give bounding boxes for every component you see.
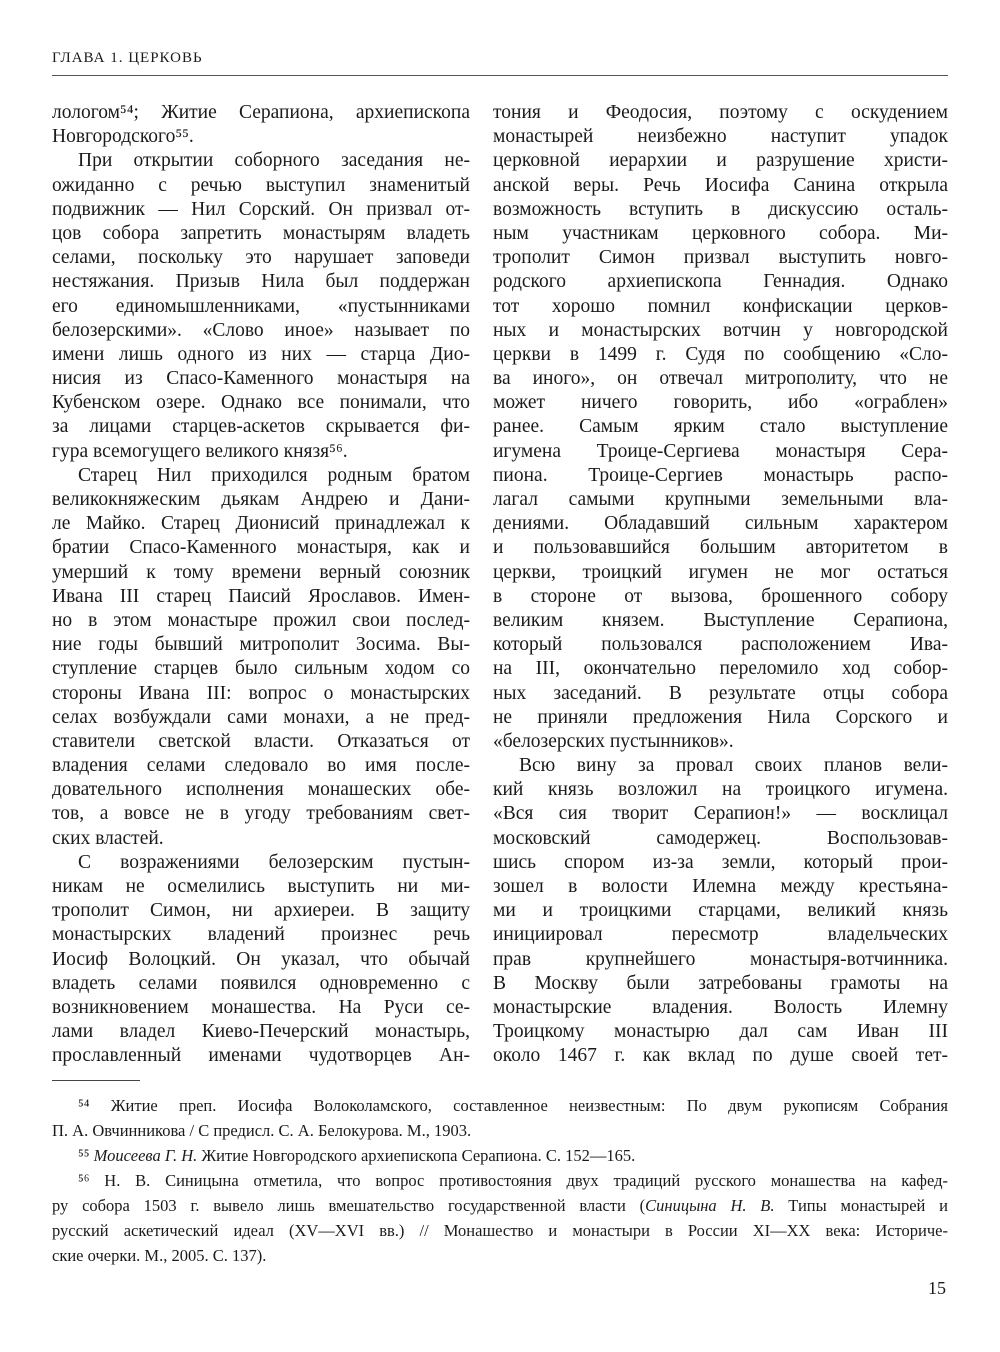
text-line: монастырских владений произнес речь — [52, 924, 470, 946]
text-line: на III, окончательно переломило ход собор- — [493, 658, 948, 680]
footnotes — [52, 1093, 948, 1268]
footnote — [52, 1093, 948, 1143]
text-line: кий князь возложил на троицкого игумена. — [493, 779, 948, 801]
text-line: «Вся сия творит Серапион!» — восклицал — [493, 803, 948, 825]
text-line: в стороне от вызова, брошенного собору — [493, 585, 948, 607]
text-line: С возражениями белозерским пустын- — [78, 851, 470, 873]
right-column — [493, 101, 948, 1069]
footnote-text: ⁵⁴ Житие преп. Иосифа Волоколамского, составленное неизвестным: По двум рукописям Собрания — [78, 1096, 948, 1115]
footnote-text: ские очерки. М., 2005. С. 137). — [52, 1246, 267, 1265]
text-line: но в этом монастыре прожил свои послед- — [52, 609, 470, 631]
text-line: родского архиепископа Геннадия. Однако — [493, 271, 948, 293]
footnote-line — [52, 1218, 948, 1243]
text-line: возможность вступить в дискуссию осталь- — [493, 198, 948, 220]
text-line: московский самодержец. Воспользовав- — [493, 827, 948, 849]
text-line: трополит Симон, ни архиереи. В защиту — [52, 900, 470, 922]
text-line: ступление старцев было сильным ходом со — [52, 658, 470, 680]
text-line: великокняжеским дьякам Андрею и Дани- — [52, 489, 470, 510]
text-line: возникновением монашества. На Руси се- — [52, 996, 470, 1018]
text-line: Троицкому монастырю дал сам Иван III — [493, 1021, 948, 1043]
text-line: прав крупнейшего монастыря-вотчинника. — [493, 948, 948, 970]
footnote-text: П. А. Овчинникова / С предисл. С. А. Белокурова. М., 1903. — [52, 1121, 472, 1140]
paragraph — [493, 101, 948, 754]
text-line: умерший к тому времени верный союзник — [52, 561, 470, 583]
footnote-line — [52, 1118, 948, 1143]
text-line: владения селами следовало во имя после- — [52, 755, 470, 777]
text-line: белозерскими». «Слово иное» называет по — [52, 319, 470, 341]
text-line: тония и Феодосия, поэтому с оскудением — [493, 102, 948, 123]
text-line: тот хорошо помнил конфискации церков- — [493, 295, 948, 317]
text-line: Кубенском озере. Однако все понимали, что — [52, 392, 470, 414]
text-line: «белозерских пустынников». — [493, 730, 734, 752]
text-line: лагал самыми крупными земельными вла- — [493, 489, 948, 510]
text-line: ставители светской власти. Отказаться от — [52, 730, 470, 752]
text-line: трополит Симон призвал выступить новго- — [493, 247, 948, 269]
text-line: В Москву были затребованы грамоты на — [493, 972, 948, 994]
footnote-line — [52, 1093, 948, 1118]
text-line: дениями. Обладавший сильным характером — [493, 513, 948, 535]
footnote-text: Типы монастырей и — [774, 1196, 949, 1215]
text-line: стороны Ивана III: вопрос о монастырских — [52, 682, 470, 704]
text-line: Всю вину за провал своих планов вели- — [519, 755, 948, 777]
text-line: имени лишь одного из них — старца Дио- — [52, 343, 470, 365]
footnote-text: ⁵⁵ — [78, 1146, 94, 1165]
running-header: ГЛАВА 1. ЦЕРКОВЬ — [52, 50, 203, 66]
text-line: зошел в волости Илемна между крестьяна- — [493, 876, 948, 897]
text-line: церкви, троицкий игумен не мог остаться — [493, 561, 948, 583]
text-line: ранее. Самым ярким стало выступление — [493, 416, 948, 438]
paragraph — [493, 754, 948, 1068]
text-line: не приняли предложения Нила Сорского и — [493, 706, 948, 728]
text-line: владеть селами появился одновременно с — [52, 972, 470, 994]
footnote-text: Житие Новгородского архиепископа Серапиона. С. 152—165. — [197, 1146, 636, 1165]
page-number: 15 — [928, 1278, 946, 1298]
paragraph — [52, 101, 470, 149]
footnote-line — [52, 1193, 948, 1218]
text-line: ле Майко. Старец Дионисий принадлежал к — [52, 513, 470, 535]
text-line: церковной иерархии и разрушение христи- — [493, 150, 948, 172]
text-line: цов собора запретить монастырям владеть — [52, 222, 470, 244]
footnote — [52, 1143, 948, 1168]
text-line: около 1467 г. как вклад по душе своей тет- — [493, 1045, 948, 1067]
text-line: ных и монастырских вотчин у новгородской — [493, 319, 948, 341]
paragraph — [52, 851, 470, 1069]
text-line: ных заседаний. В результате отцы собора — [493, 682, 948, 704]
text-line: может ничего говорить, ибо «ограблен» — [493, 392, 948, 414]
footnote — [52, 1168, 948, 1268]
text-line: При открытии соборного заседания не- — [78, 150, 470, 172]
text-line: ние годы бывший митрополит Зосима. Вы- — [52, 634, 470, 656]
text-line: ми и троицкими старцами, великий князь — [493, 900, 948, 922]
footnote-separator — [52, 1080, 140, 1081]
text-line: ских властей. — [52, 827, 164, 849]
text-line: ва иного», он отвечал митрополиту, что не — [493, 368, 948, 390]
text-line: гура всемогущего великого князя⁵⁶. — [52, 440, 348, 462]
text-line: шись спором из-за земли, который прои- — [493, 851, 948, 873]
text-line: подвижник — Нил Сорский. Он призвал от- — [52, 198, 470, 220]
paragraph — [52, 149, 470, 463]
text-line: селах возбуждали сами монахи, а не пред- — [52, 706, 470, 728]
text-line: лами владел Киево-Печерский монастырь, — [52, 1021, 470, 1043]
header-rule — [52, 75, 948, 76]
text-line: никам не осмелились выступить ни ми- — [52, 876, 470, 897]
text-line: и пользовавшийся большим авторитетом в — [493, 537, 948, 559]
text-line: ожиданно с речью выступил знаменитый — [52, 174, 470, 196]
footnote-text: русский аскетический идеал (XV—XVI вв.) // Монашество и монастыри в России XI—XX века: Историче- — [52, 1221, 948, 1240]
text-line: тов, а вовсе не в угоду требованиям свет- — [52, 803, 470, 825]
text-line: нисия из Спасо-Каменного монастыря на — [52, 368, 470, 390]
footnote-line — [52, 1143, 948, 1168]
left-column — [52, 101, 470, 1069]
text-line: нестяжания. Призыв Нила был поддержан — [52, 271, 470, 293]
text-line: Ивана III старец Паисий Ярославов. Имен- — [52, 585, 470, 607]
text-line: за лицами старцев-аскетов скрывается фи- — [52, 416, 470, 438]
footnote-line — [52, 1168, 948, 1193]
footnote-author: Синицына Н. В. — [645, 1196, 775, 1215]
text-line: Старец Нил приходился родным братом — [78, 464, 470, 486]
text-line: прославленный именами чудотворцев Ан- — [52, 1045, 470, 1067]
footnote-text: ру собора 1503 г. вывело лишь вмешательство государственной власти ( — [52, 1196, 646, 1215]
text-line: Иосиф Волоцкий. Он указал, что обычай — [52, 948, 470, 970]
text-line: лологом⁵⁴; Житие Серапиона, архиепископа — [52, 102, 470, 123]
footnote-line — [52, 1243, 948, 1268]
text-line: его единомышленниками, «пустынниками — [52, 295, 470, 317]
text-line: монастырские владения. Волость Илемну — [493, 996, 948, 1018]
text-line: великим князем. Выступление Серапиона, — [493, 609, 948, 631]
text-line: довательного исполнения монашеских обе- — [52, 779, 470, 801]
text-line: братии Спасо-Каменного монастыря, как и — [52, 537, 470, 559]
footnote-author: Моисеева Г. Н. — [93, 1146, 198, 1165]
text-line: инициировал пересмотр владельческих — [493, 924, 948, 946]
text-line: игумена Троице-Сергиева монастыря Сера- — [493, 440, 948, 462]
text-line: церкви в 1499 г. Судя по сообщению «Сло- — [493, 343, 948, 365]
footnote-text: ⁵⁶ Н. В. Синицына отметила, что вопрос противостояния двух традиций русского монашества на кафед- — [78, 1171, 948, 1190]
text-line: пиона. Троице-Сергиев монастырь распо- — [493, 464, 948, 486]
paragraph — [52, 464, 470, 851]
text-line: селами, поскольку это нарушает заповеди — [52, 247, 470, 269]
text-line: монастырей неизбежно наступит упадок — [493, 126, 948, 148]
text-line: ным участникам церковного собора. Ми- — [493, 222, 948, 244]
text-line: анской веры. Речь Иосифа Санина открыла — [493, 174, 948, 196]
text-line: который пользовался расположением Ива- — [493, 634, 948, 656]
text-line: Новгородского⁵⁵. — [52, 126, 194, 148]
